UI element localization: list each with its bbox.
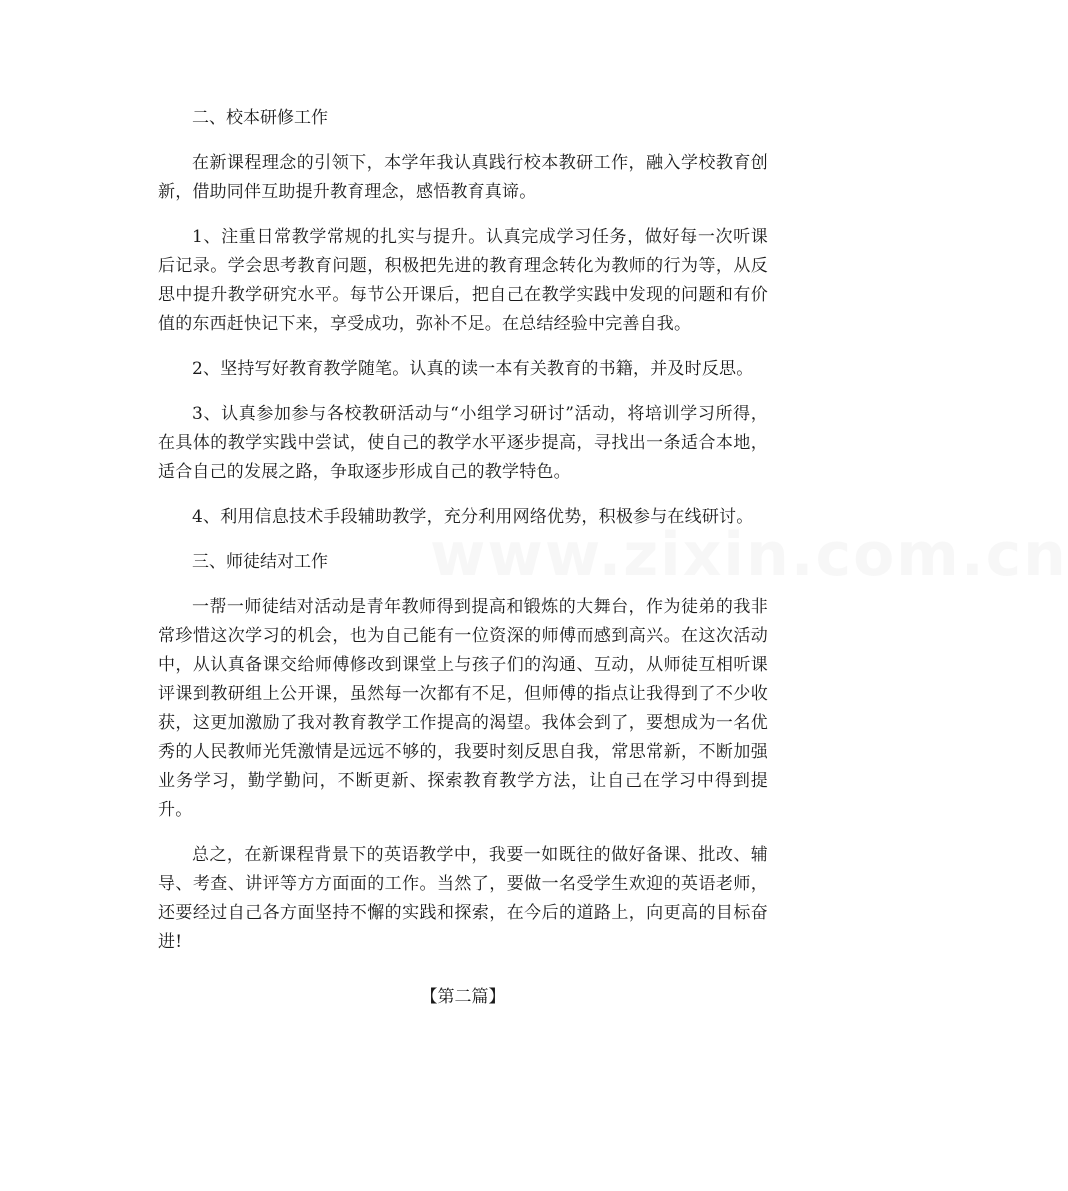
paragraph: 4、利用信息技术手段辅助教学，充分利用网络优势，积极参与在线研讨。 — [192, 507, 754, 527]
part-title: 【第二篇】 — [420, 987, 506, 1007]
paragraph: 2、坚持写好教育教学随笔。认真的读一本有关教育的书籍，并及时反思。 — [192, 359, 754, 379]
paragraph: 1、注重日常教学常规的扎实与提升。认真完成学习任务，做好每一次听课后记录。学会思考教育问题，积极把先进的教育理念转化为教师的行为等，从反思中提升教学研究水平。每节公开课后，把自己在教学实践中发现的问题和有价值的东西赶快记下来，享受成功，弥补不足。在总结经验中完善自我。 — [158, 227, 768, 334]
paragraph: 一帮一师徒结对活动是青年教师得到提高和锻炼的大舞台，作为徒弟的我非常珍惜这次学习的机会，也为自己能有一位资深的师傅而感到高兴。在这次活动中，从认真备课交给师傅修改到课堂上与孩子们的沟通、互动，从师徒互相听课评课到教研组上公开课，虽然每一次都有不足，但师傅的指点让我得到了不少收获，这更加激励了我对教育教学工作提高的渴望。我体会到了，要想成为一名优秀的人民教师光凭激情是远远不够的，我要时刻反思自我，常思常新，不断加强业务学习，勤学勤问，不断更新、探索教育教学方法，让自己在学习中得到提升。 — [158, 597, 768, 820]
paragraph: 总之，在新课程背景下的英语教学中，我要一如既往的做好备课、批改、辅导、考查、讲评等方方面面的工作。当然了，要做一名受学生欢迎的英语老师，还要经过自己各方面坚持不懈的实践和探索，在今后的道路上，向更高的目标奋进! — [158, 845, 768, 952]
section-heading-2: 二、校本研修工作 — [192, 108, 328, 128]
document-body — [158, 104, 768, 1012]
paragraph: 3、认真参加参与各校教研活动与“小组学习研讨”活动，将培训学习所得，在具体的教学实践中尝试，使自己的教学水平逐步提高，寻找出一条适合本地，适合自己的发展之路，争取逐步形成自己的教学特色。 — [158, 404, 768, 482]
paragraph: 在新课程理念的引领下，本学年我认真践行校本教研工作，融入学校教育创新，借助同伴互助提升教育理念，感悟教育真谛。 — [158, 153, 768, 202]
watermark: www.zixin.com.cn — [430, 520, 1068, 590]
section-heading-3: 三、师徒结对工作 — [192, 552, 328, 572]
